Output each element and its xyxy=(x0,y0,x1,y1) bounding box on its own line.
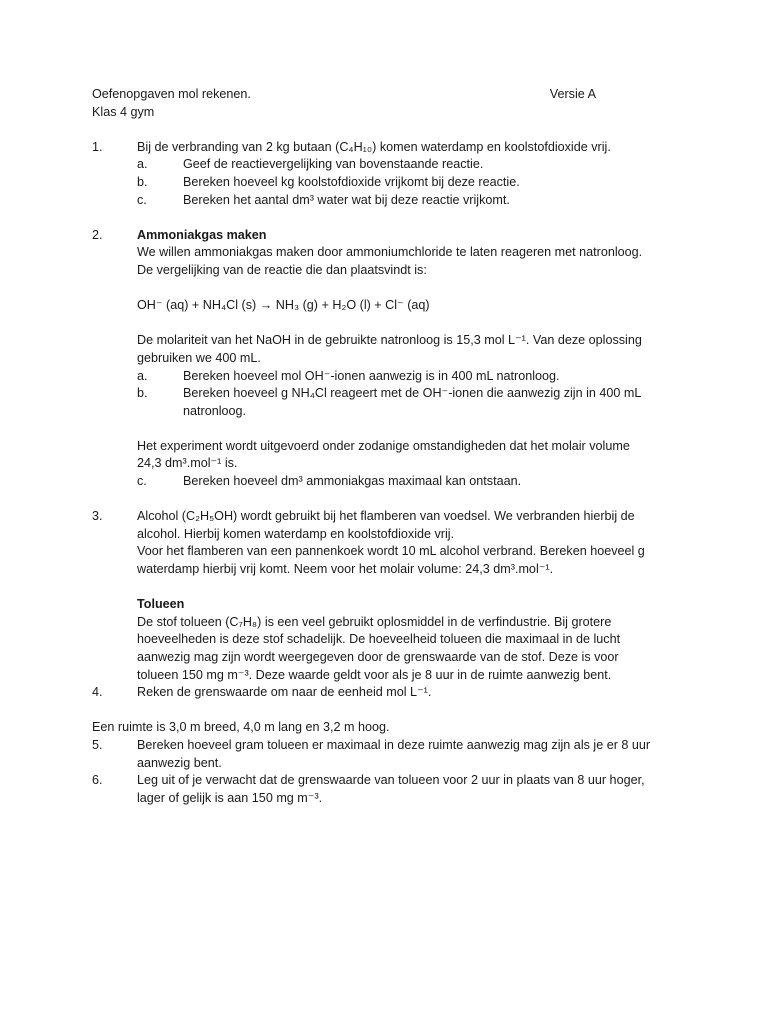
question-2-experiment-2: 24,3 dm³.mol⁻¹ is. xyxy=(137,456,238,471)
question-number: 3. xyxy=(92,509,103,524)
question-1-intro: Bij de verbranding van 2 kg butaan (C₄H₁₀) komen waterdamp en koolstofdioxide vrij. xyxy=(137,139,611,154)
question-number: 4. xyxy=(92,685,103,700)
version-label: Versie A xyxy=(549,87,596,101)
question-1a xyxy=(92,156,682,174)
question-2-heading: Ammoniakgas maken xyxy=(137,227,267,242)
question-2-experiment-1: Het experiment wordt uitgevoerd onder zodanige omstandigheden dat het molair volume xyxy=(137,438,630,453)
question-2c-text: Bereken hoeveel dm³ ammoniakgas maximaal kan ontstaan. xyxy=(183,474,522,489)
question-2 xyxy=(92,227,682,245)
question-2a xyxy=(92,368,682,386)
question-1b-text: Bereken hoeveel kg koolstofdioxide vrijkomt bij deze reactie. xyxy=(183,174,520,189)
question-1 xyxy=(92,139,682,157)
tolueen-text: De stof tolueen (C₇H₈) is een veel gebruikt oplosmiddel in de verfindustrie. Bij grotere hoeveelheden is deze stof schadelijk. De hoeveelheid tolueen die maximaal in de lucht aanwezig mag zijn wordt weergegeven door de grenswaarde van de stof. Deze is voor tolueen 150 mg m⁻³. Deze waarde geldt voor als je 8 uur in de ruimte aanwezig bent. xyxy=(137,614,621,682)
question-4-text: Reken de grenswaarde om naar de eenheid mol L⁻¹. xyxy=(137,685,432,700)
question-3-text: Alcohol (C₂H₅OH) wordt gebruikt bij het flamberen van voedsel. We verbranden hierbij de alcohol. Hierbij komen waterdamp en koolstofdioxide vrij. xyxy=(137,509,635,541)
sub-letter: c. xyxy=(137,192,147,207)
sub-letter: a. xyxy=(137,157,148,172)
question-1a-text: Geef de reactievergelijking van bovenstaande reactie. xyxy=(183,157,484,172)
question-2-molarity-2: gebruiken we 400 mL. xyxy=(137,350,261,365)
question-2b xyxy=(92,385,652,420)
class-label: Klas 4 gym xyxy=(92,104,155,119)
question-1c xyxy=(92,192,682,210)
header-row xyxy=(92,86,596,104)
document-title: Oefenopgaven mol rekenen. xyxy=(92,87,251,101)
question-2a-text: Bereken hoeveel mol OH⁻-ionen aanwezig is in 400 mL natronloog. xyxy=(183,368,560,383)
document-page xyxy=(92,86,682,807)
sub-letter: a. xyxy=(137,368,148,383)
question-2b-text: Bereken hoeveel g NH₄Cl reageert met de OH⁻-ionen die aanwezig zijn in 400 mL natronloog. xyxy=(183,386,641,418)
question-number: 2. xyxy=(92,227,103,242)
question-4 xyxy=(92,684,682,702)
question-1b xyxy=(92,174,682,192)
sub-letter: b. xyxy=(137,386,148,401)
question-number: 5. xyxy=(92,737,103,752)
question-3 xyxy=(92,508,667,543)
question-number: 6. xyxy=(92,773,103,788)
question-5-text: Bereken hoeveel gram tolueen er maximaal in deze ruimte aanwezig mag zijn als je er 8 uur aanwezig bent. xyxy=(137,737,651,770)
room-description: Een ruimte is 3,0 m breed, 4,0 m lang en 3,2 m hoog. xyxy=(92,720,390,735)
tolueen-heading: Tolueen xyxy=(137,597,185,612)
question-6 xyxy=(92,772,672,807)
sub-letter: c. xyxy=(137,474,147,489)
question-2-intro-2: De vergelijking van de reactie die dan plaatsvindt is: xyxy=(137,262,427,277)
question-6-text: Leg uit of je verwacht dat de grenswaarde van tolueen voor 2 uur in plaats van 8 uur hoger, lager of gelijk is aan 150 mg m⁻³. xyxy=(137,773,645,805)
question-2-intro-1: We willen ammoniakgas maken door ammoniumchloride te laten reageren met natronloog. xyxy=(137,245,643,260)
question-2-molarity-1: De molariteit van het NaOH in de gebruikte natronloog is 15,3 mol L⁻¹. Van deze oplossing xyxy=(137,333,642,348)
question-1c-text: Bereken het aantal dm³ water wat bij deze reactie vrijkomt. xyxy=(183,192,510,207)
question-2c xyxy=(92,473,682,491)
reaction-equation: OH⁻ (aq) + NH₄Cl (s) → NH₃ (g) + H₂O (l) + Cl⁻ (aq) xyxy=(137,298,430,313)
question-5 xyxy=(92,737,652,772)
question-3-text-2: Voor het flamberen van een pannenkoek wordt 10 mL alcohol verbrand. Bereken hoeveel g waterdamp hierbij vrij komt. Neem voor het molair volume: 24,3 dm³.mol⁻¹. xyxy=(137,544,645,577)
question-number: 1. xyxy=(92,139,103,154)
sub-letter: b. xyxy=(137,174,148,189)
